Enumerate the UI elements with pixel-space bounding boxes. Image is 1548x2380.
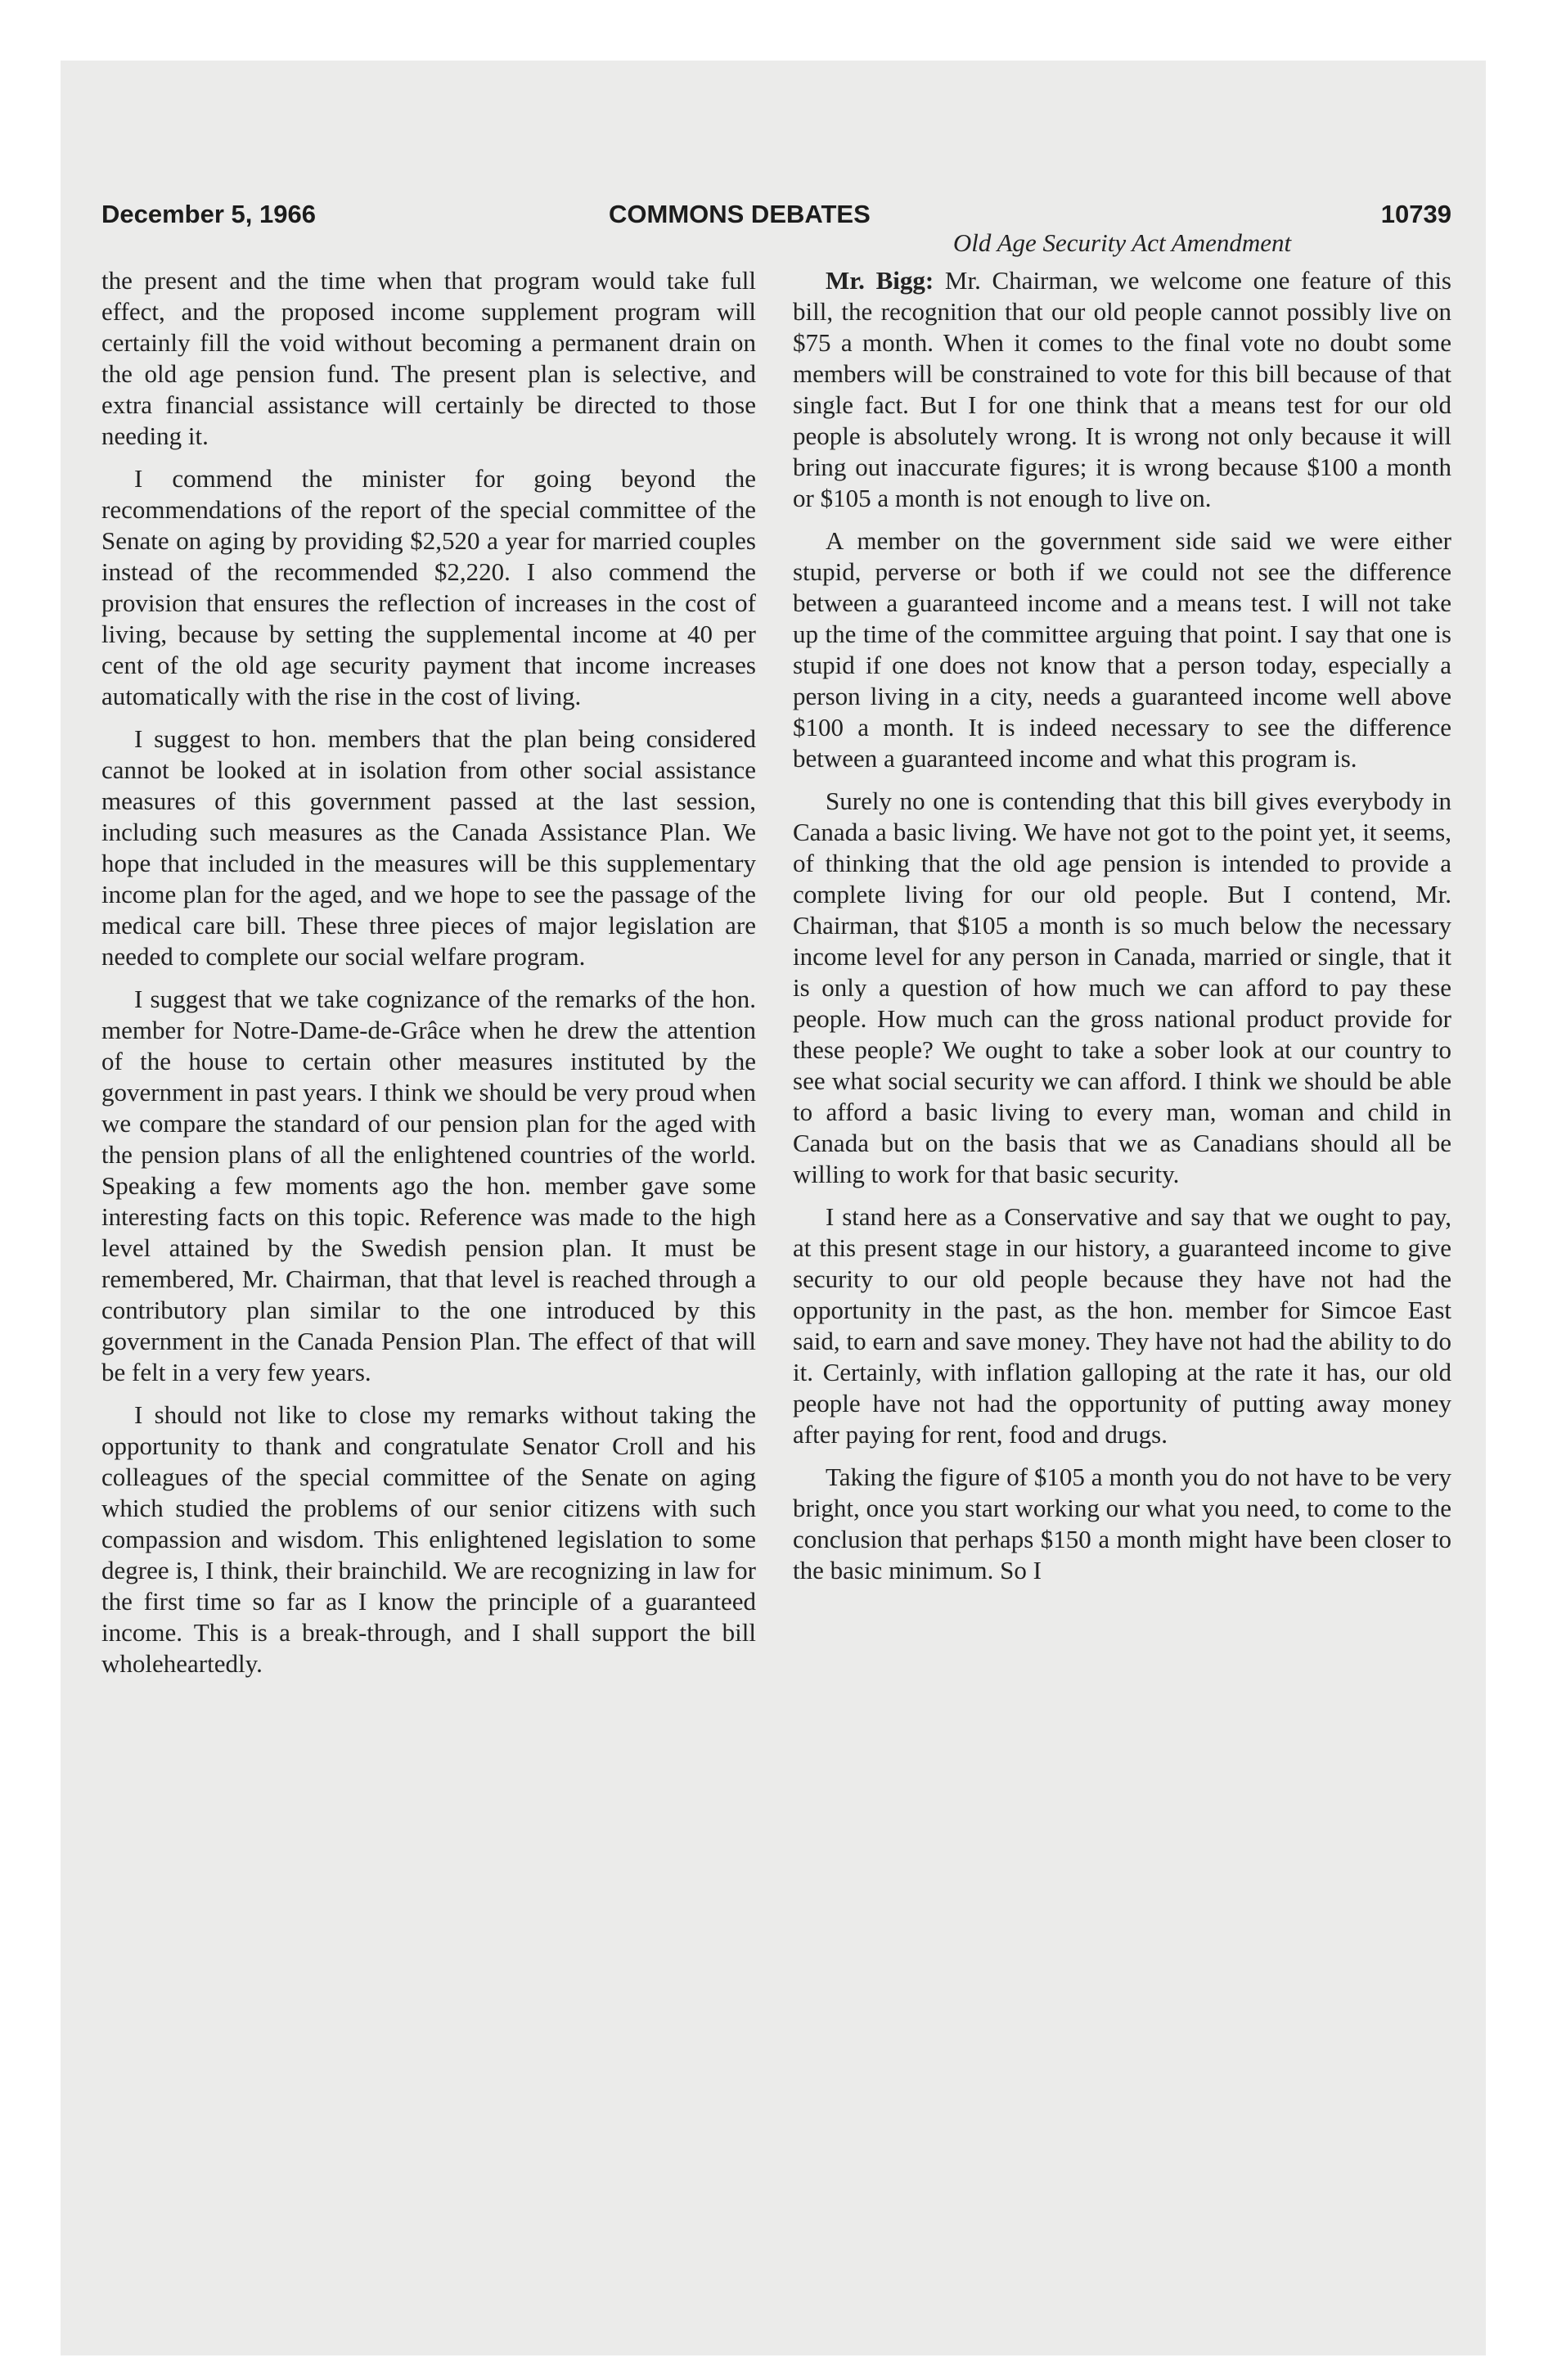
right-paragraph-1	[793, 265, 1451, 514]
left-paragraph-3: I suggest to hon. members that the plan being considered cannot be looked at in isolation from other social assistance measures of this government passed at the last session, including such measures as the Canada Assistance Plan. We hope that included in the measures will be this supplementary income plan for the aged, and we hope to see the passage of the medical care bill. These three pieces of major legislation are needed to complete our social welfare program.	[101, 724, 756, 971]
header-title: COMMONS DEBATES	[609, 200, 871, 228]
header-date: December 5, 1966	[101, 200, 316, 228]
document-page	[61, 61, 1486, 2355]
left-paragraph-4: I suggest that we take cognizance of the remarks of the hon. member for Notre-Dame-de-Grâce when he drew the attention of the house to certain other measures instituted by the government in past years. I think we should be very proud when we compare the standard of our pension plan for the aged with the pension plans of all the enlightened countries of the world. Speaking a few moments ago the hon. member gave some interesting facts on this topic. Reference was made to the high level attained by the Swedish pension plan. It must be remembered, Mr. Chairman, that that level is reached through a contributory plan similar to the one introduced by this government in the Canada Pension Plan. The effect of that will be felt in a very few years.	[101, 985, 756, 1386]
section-subtitle: Old Age Security Act Amendment	[952, 228, 1292, 257]
right-column	[793, 228, 1451, 1598]
left-column	[101, 265, 756, 1691]
right-paragraph-3: Surely no one is contending that this bill gives everybody in Canada a basic living. We have not got to the point yet, it seems, of thinking that the old age pension is intended to provide a complete living for our old people. But I contend, Mr. Chairman, that $105 a month is so much below the necessary income level for any person in Canada, married or single, that it is only a question of how much we can afford to pay these people. How much can the gross national product provide for these people? We ought to take a sober look at our country to see what social security we can afford. I think we should be able to afford a basic living to every man, woman and child in Canada but on the basis that we as Canadians should all be willing to work for that basic security.	[793, 787, 1451, 1188]
right-paragraph-1-text: Mr. Chairman, we welcome one feature of this bill, the recognition that our old people cannot possibly live on $75 a month. When it comes to the final vote no doubt some members will be constrained to vote for this bill because of that single fact. But I for one think that a means test for our old people is absolutely wrong. It is wrong not only because it will bring out inaccurate figures; it is wrong because $100 a month or $105 a month is not enough to live on.	[793, 266, 1452, 512]
right-paragraph-4: I stand here as a Conservative and say that we ought to pay, at this present stage in our history, a guaranteed income to give security to our old people because they have not had the opportunity in the past, as the hon. member for Simcoe East said, to earn and save money. They have not had the ability to do it. Certainly, with inflation galloping at the rate it has, our old people have not had the opportunity of putting away money after paying for rent, food and drugs.	[793, 1202, 1451, 1449]
left-paragraph-5: I should not like to close my remarks without taking the opportunity to thank and congratulate Senator Croll and his colleagues of the special committee of the Senate on aging which studied the problems of our senior citizens with such compassion and wisdom. This enlightened legislation to some degree is, I think, their brainchild. We are recognizing in law for the first time so far as I know the principle of a guaranteed income. This is a break-through, and I shall support the bill wholeheartedly.	[101, 1400, 756, 1678]
right-paragraph-5: Taking the figure of $105 a month you do not have to be very bright, once you start working our what you need, to come to the conclusion that perhaps $150 a month might have been closer to the basic minimum. So I	[793, 1463, 1451, 1584]
left-paragraph-2: I commend the minister for going beyond the recommendations of the report of the special committee of the Senate on aging by providing $2,520 a year for married couples instead of the recommended $2,220. I also commend the provision that ensures the reflection of increases in the cost of living, because by setting the supplemental income at 40 per cent of the old age security payment that income increases automatically with the rise in the cost of living.	[101, 464, 756, 710]
left-paragraph-1: the present and the time when that program would take full effect, and the proposed income supplement program will certainly fill the void without becoming a permanent drain on the old age pension fund. The present plan is selective, and extra financial assistance will certainly be directed to those needing it.	[101, 266, 756, 450]
speaker-name: Mr. Bigg:	[826, 266, 934, 295]
right-paragraph-2: A member on the government side said we were either stupid, perverse or both if we could not see the difference between a guaranteed income and a means test. I will not take up the time of the committee arguing that point. I say that one is stupid if one does not know that a person today, especially a person living in a city, needs a guaranteed income well above $100 a month. It is indeed necessary to see the difference between a guaranteed income and what this program is.	[793, 526, 1451, 773]
header-page-number: 10739	[1380, 200, 1451, 228]
